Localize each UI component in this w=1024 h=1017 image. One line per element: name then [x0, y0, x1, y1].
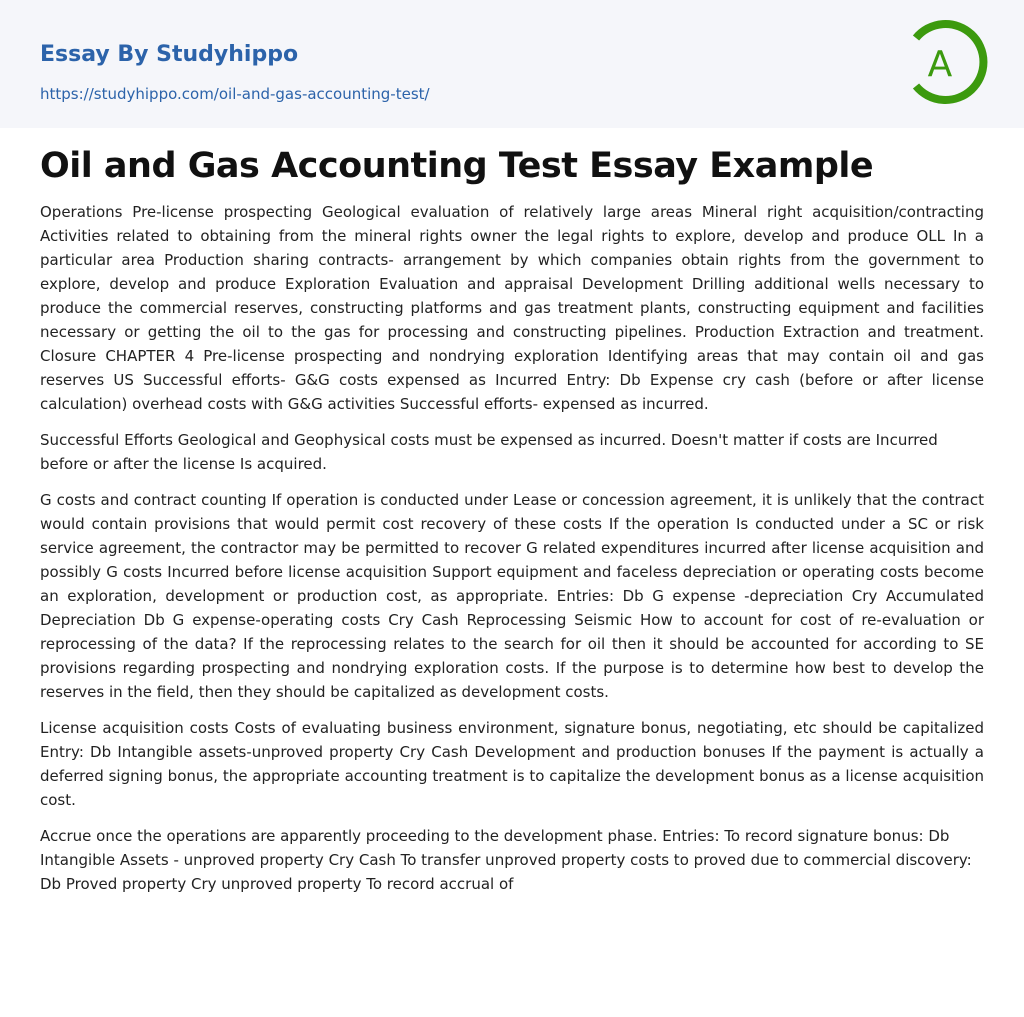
- essay-paragraph: Successful Efforts Geological and Geophysical costs must be expensed as incurred. Doesn't matter if costs are Incurred before or after the license Is acquired.: [40, 431, 938, 473]
- essay-url-link[interactable]: https://studyhippo.com/oil-and-gas-accounting-test/: [40, 85, 430, 103]
- svg-text:A: A: [927, 44, 953, 85]
- site-brand: Essay By Studyhippo: [40, 42, 299, 67]
- site-header: [0, 0, 1024, 128]
- essay-paragraph: License acquisition costs Costs of evaluating business environment, signature bonus, negotiating, etc should be capitalized Entry: Db Intangible assets-unproved property Cry Cash Development and production bonuses If the payment is actually a deferred signing bonus, the appropriate accounting treatment is to capitalize the development bonus as a license acquisition cost.: [40, 719, 984, 809]
- studyhippo-logo-icon[interactable]: [906, 18, 990, 106]
- page-title: Oil and Gas Accounting Test Essay Example: [40, 146, 874, 186]
- essay-paragraph: Accrue once the operations are apparently proceeding to the development phase. Entries: To record signature bonus: Db Intangible Assets - unproved property Cry Cash To transfer unproved property costs to proved due to commercial discovery: Db Proved property Cry unproved property To record accrual of: [40, 827, 972, 893]
- essay-paragraph: G costs and contract counting If operation is conducted under Lease or concession agreement, it is unlikely that the contract would contain provisions that would permit cost recovery of these costs If the operation Is conducted under a SC or risk service agreement, the contractor may be permitted to recover G related expenditures incurred after license acquisition and possibly G costs Incurred before license acquisition Support equipment and faceless depreciation or operating costs become an exploration, development or production cost, as appropriate. Entries: Db G expense -depreciation Cry Accumulated Depreciation Db G expense-operating costs Cry Cash Reprocessing Seismic How to account for cost of re-evaluation or reprocessing of the data? If the reprocessing relates to the search for oil then it should be accounted for according to SE provisions regarding prospecting and nondrying exploration costs. If the purpose is to determine how best to develop the reserves in the field, then they should be capitalized as development costs.: [40, 491, 984, 701]
- essay-body: [40, 200, 984, 908]
- essay-paragraph: Operations Pre-license prospecting Geological evaluation of relatively large areas Mineral right acquisition/contracting Activities related to obtaining from the mineral rights owner the legal rights to explore, develop and produce OLL In a particular area Production sharing contracts- arrangement by which companies obtain rights from the government to explore, develop and produce Exploration Evaluation and appraisal Development Drilling additional wells necessary to produce the commercial reserves, constructing platforms and gas treatment plants, constructing equipment and facilities necessary or getting the oil to the gas for processing and constructing pipelines. Production Extraction and treatment. Closure CHAPTER 4 Pre-license prospecting and nondrying exploration Identifying areas that may contain oil and gas reserves US Successful efforts- G&G costs expensed as Incurred Entry: Db Expense cry cash (before or after license calculation) overhead costs with G&G activities Successful efforts- expensed as incurred.: [40, 203, 984, 413]
